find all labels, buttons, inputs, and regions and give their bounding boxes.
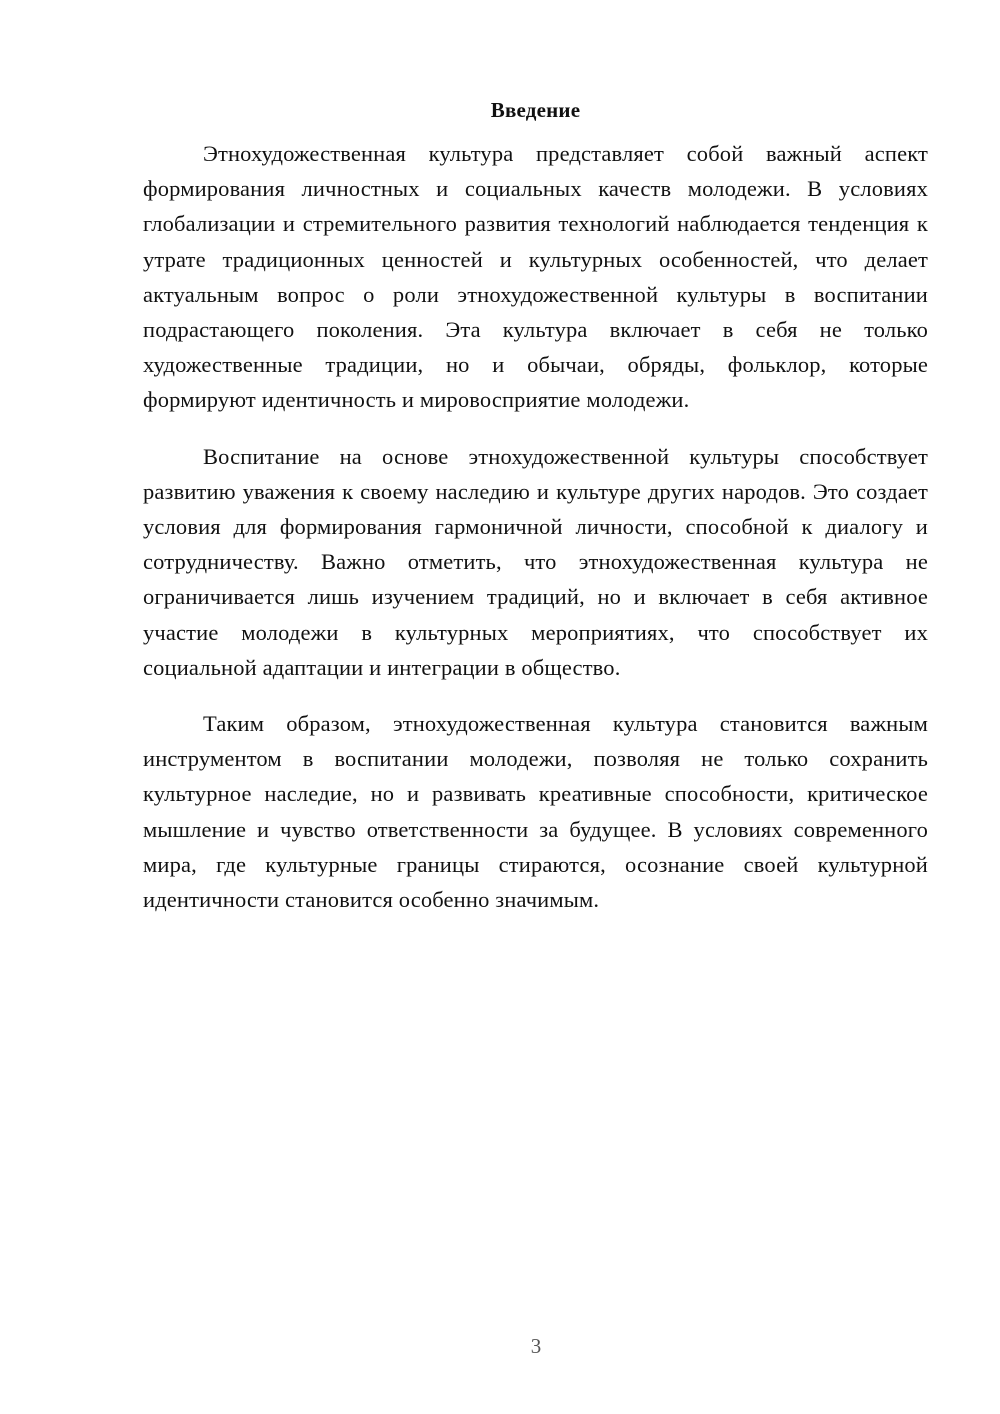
paragraph-2: Воспитание на основе этнохудожественной культуры способствует развитию уважения к своему наследию и культуре других народов. Это создает условия для формирования гармоничной личности, способной к диалогу и сотрудничеству. Важно отметить, что этнохудожественная культура не ограничивается лишь изучением традиций, но и включает в себя активное участие молодежи в культурных мероприятиях, что способствует их социальной адаптации и интеграции в общество. (143, 443, 928, 680)
section-heading: Введение (490, 98, 581, 122)
paragraph-1: Этнохудожественная культура представляет собой важный аспект формирования личностных и социальных качеств молодежи. В условиях глобализации и стремительного развития технологий наблюдается тенденция к утрате традиционных ценностей и культурных особенностей, что делает актуальным вопрос о роли этнохудожественной культуры в воспитании подрастающего поколения. Эта культура включает в себя не только художественные традиции, но и обычаи, обряды, фольклор, которые формируют идентичность и мировосприятие молодежи. (143, 141, 928, 413)
page-number: 3 (530, 1334, 542, 1358)
page-content (143, 96, 928, 938)
paragraph-3: Таким образом, этнохудожественная культура становится важным инструментом в воспитании молодежи, позволяя не только сохранить культурное наследие, но и развивать креативные способности, критическое мышление и чувство ответственности за будущее. В условиях современного мира, где культурные границы стираются, осознание своей культурной идентичности становится особенно значимым. (143, 711, 928, 913)
